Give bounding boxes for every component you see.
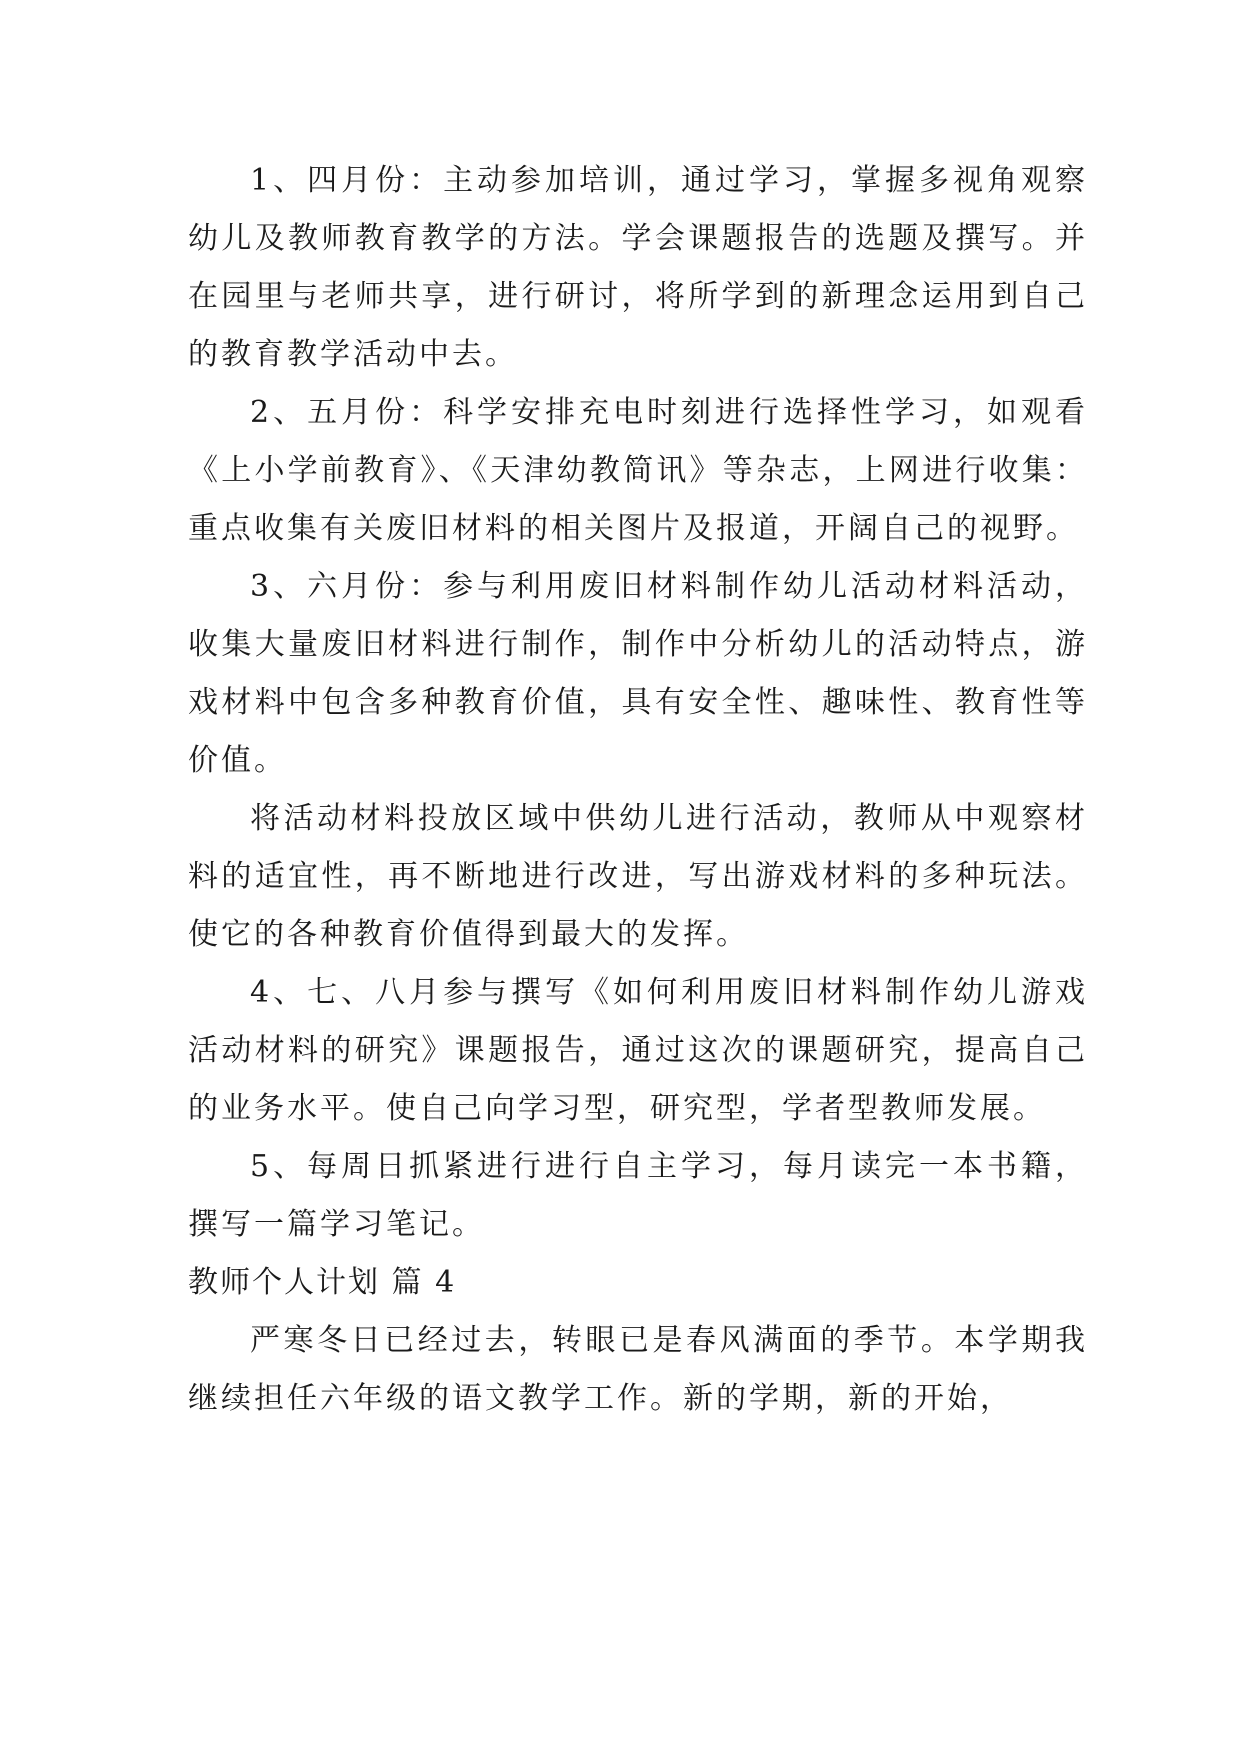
paragraph-intro: 严寒冬日已经过去，转眼已是春风满面的季节。本学期我继续担任六年级的语文教学工作。新的学期，新的开始， — [188, 1323, 1088, 1416]
paragraph-weekly: 5、每周日抓紧进行进行自主学习，每月读完一本书籍，撰写一篇学习笔记。 — [188, 1149, 1088, 1242]
document-body — [188, 152, 1088, 1428]
section-heading: 教师个人计划 篇 4 — [188, 1265, 457, 1300]
paragraph-june: 3、六月份：参与利用废旧材料制作幼儿活动材料活动，收集大量废旧材料进行制作，制作中分析幼儿的活动特点，游戏材料中包含多种教育价值，具有安全性、趣味性、教育性等价值。 — [188, 569, 1088, 778]
paragraph-materials: 将活动材料投放区域中供幼儿进行活动，教师从中观察材料的适宜性，再不断地进行改进，写出游戏材料的多种玩法。使它的各种教育价值得到最大的发挥。 — [188, 801, 1088, 952]
paragraph-april: 1、四月份：主动参加培训，通过学习，掌握多视角观察幼儿及教师教育教学的方法。学会课题报告的选题及撰写。并在园里与老师共享，进行研讨，将所学到的新理念运用到自己的教育教学活动中去。 — [188, 163, 1088, 372]
paragraph-july-august: 4、七、八月参与撰写《如何利用废旧材料制作幼儿游戏活动材料的研究》课题报告，通过这次的课题研究，提高自己的业务水平。使自己向学习型，研究型，学者型教师发展。 — [188, 975, 1088, 1126]
paragraph-may: 2、五月份：科学安排充电时刻进行选择性学习，如观看《上小学前教育》、《天津幼教简讯》等杂志，上网进行收集：重点收集有关废旧材料的相关图片及报道，开阔自己的视野。 — [188, 395, 1088, 546]
